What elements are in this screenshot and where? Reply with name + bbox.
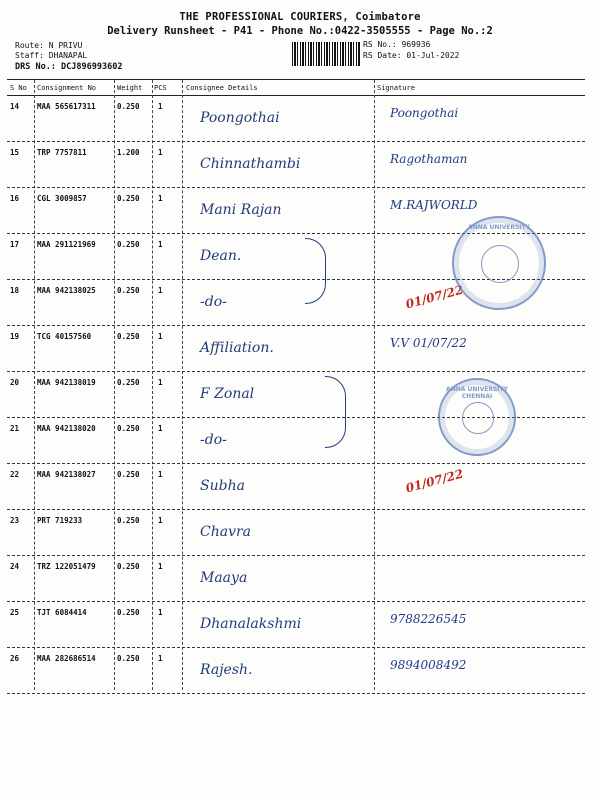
cell-pcs: 1 [158,608,163,617]
handwritten-consignee: -do- [200,294,227,310]
university-seal-stamp: ANNA UNIVERSITY CHENNAI [438,378,516,456]
handwritten-consignee: Rajesh. [200,662,253,678]
cell-pcs: 1 [158,470,163,479]
university-seal-stamp: ANNA UNIVERSITY [452,216,546,310]
table-header-rule [7,95,585,96]
cell-consignment: MAA 942138019 [37,378,96,387]
cell-pcs: 1 [158,516,163,525]
cell-weight: 1.200 [117,148,140,157]
column-header-sno: S No [10,84,27,92]
handwritten-signature: 01/07/22 [404,282,465,312]
cell-consignment: MAA 565617311 [37,102,96,111]
handwritten-consignee: Dean. [200,248,242,264]
cell-sno: 24 [10,562,20,571]
row-divider [7,463,585,464]
cell-sno: 23 [10,516,20,525]
handwritten-signature: 9894008492 [390,658,467,672]
cell-sno: 15 [10,148,20,157]
handwritten-consignee: Dhanalakshmi [200,616,302,632]
staff-label: Staff: DHANAPAL [15,51,88,60]
column-divider [34,80,35,690]
handwritten-consignee: Affiliation. [200,340,274,356]
cell-weight: 0.250 [117,608,140,617]
document-title: THE PROFESSIONAL COURIERS, Coimbatore [179,11,421,23]
cell-weight: 0.250 [117,562,140,571]
cell-sno: 16 [10,194,20,203]
cell-pcs: 1 [158,378,163,387]
cell-sno: 22 [10,470,20,479]
handwritten-consignee: Subha [200,478,245,494]
handwritten-consignee: Maaya [200,570,248,586]
cell-weight: 0.250 [117,378,140,387]
row-divider [7,141,585,142]
rs-number: RS No.: 969936 [363,40,431,49]
cell-consignment: TJT 6084414 [37,608,87,617]
cell-weight: 0.250 [117,102,140,111]
handwritten-signature: 01/07/22 [404,466,465,496]
handwritten-signature: Ragothaman [390,152,468,166]
handwritten-consignee: Chinnathambi [200,156,301,172]
cell-sno: 21 [10,424,20,433]
cell-sno: 18 [10,286,20,295]
table-top-rule [7,79,585,80]
column-header-signature: Signature [377,84,415,92]
row-divider [7,693,585,694]
cell-sno: 14 [10,102,20,111]
cell-weight: 0.250 [117,286,140,295]
handwritten-signature: V.V 01/07/22 [390,336,467,350]
row-divider [7,647,585,648]
cell-pcs: 1 [158,332,163,341]
row-divider [7,601,585,602]
handwritten-brace [325,376,346,448]
cell-pcs: 1 [158,424,163,433]
column-header-pcs: PCS [154,84,167,92]
cell-sno: 25 [10,608,20,617]
cell-pcs: 1 [158,148,163,157]
cell-weight: 0.250 [117,654,140,663]
cell-pcs: 1 [158,240,163,249]
column-header-consignment: Consignment No [37,84,97,92]
drs-number: DRS No.: DCJ896993602 [15,62,123,72]
handwritten-consignee: Poongothai [200,110,280,126]
cell-weight: 0.250 [117,470,140,479]
row-divider [7,509,585,510]
cell-consignment: TCG 40157560 [37,332,92,341]
cell-pcs: 1 [158,286,163,295]
document-subtitle: Delivery Runsheet - P41 - Phone No.:0422-3505555 - Page No.:2 [107,25,493,37]
cell-weight: 0.250 [117,424,140,433]
handwritten-consignee: F Zonal [200,386,255,402]
route-label: Route: N PRIVU [15,41,83,50]
handwritten-consignee: Mani Rajan [200,202,282,218]
handwritten-signature: Poongothai [390,106,459,120]
handwritten-consignee: -do- [200,432,227,448]
cell-consignment: CGL 3009857 [37,194,87,203]
cell-consignment: TRZ 122051479 [37,562,96,571]
cell-consignment: TRP 7757811 [37,148,87,157]
handwritten-signature: M.RAJWORLD [390,198,478,212]
row-divider [7,187,585,188]
cell-sno: 20 [10,378,20,387]
row-divider [7,371,585,372]
column-header-weight: Weight [117,84,143,92]
cell-consignment: PRT 719233 [37,516,83,525]
cell-weight: 0.250 [117,332,140,341]
rs-date: RS Date: 01-Jul-2022 [363,51,460,60]
cell-pcs: 1 [158,562,163,571]
handwritten-consignee: Chavra [200,524,252,540]
cell-consignment: MAA 291121969 [37,240,96,249]
cell-pcs: 1 [158,654,163,663]
cell-weight: 0.250 [117,516,140,525]
cell-pcs: 1 [158,194,163,203]
cell-sno: 17 [10,240,20,249]
column-divider [152,80,153,690]
cell-consignment: MAA 942138020 [37,424,96,433]
handwritten-signature: 9788226545 [390,612,467,626]
cell-consignment: MAA 282686514 [37,654,96,663]
column-divider [114,80,115,690]
cell-consignment: MAA 942138025 [37,286,96,295]
row-divider [7,555,585,556]
cell-weight: 0.250 [117,194,140,203]
cell-pcs: 1 [158,102,163,111]
cell-sno: 26 [10,654,20,663]
column-divider [182,80,183,690]
handwritten-brace [305,238,326,304]
row-divider [7,325,585,326]
column-header-consignee: Consignee Details [186,84,258,92]
cell-consignment: MAA 942138027 [37,470,96,479]
cell-weight: 0.250 [117,240,140,249]
column-divider [374,80,375,690]
cell-sno: 19 [10,332,20,341]
barcode-image [292,42,360,66]
